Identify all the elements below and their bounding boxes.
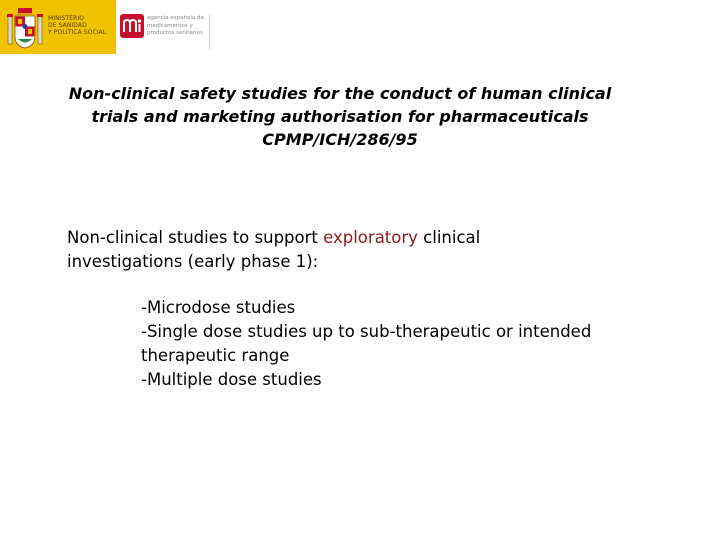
intro-line-2: investigations (early phase 1): [67,252,319,271]
list-item: -Multiple dose studies [141,370,322,389]
intro-paragraph [67,226,587,274]
intro-highlight: exploratory [323,228,418,247]
title-line-1: Non-clinical safety studies for the conduct of human clinical [68,84,612,103]
title-line-2: trials and marketing authorisation for pharmaceuticals [91,107,589,126]
slide-title [20,82,660,151]
header-divider [209,14,210,50]
ministry-logo-text: MINISTERIO DE SANIDAD Y POLÍTICA SOCIAL [48,15,107,36]
agency-logo-icon [120,14,144,38]
list-item: -Single dose studies up to sub-therapeutic or intended [141,322,592,341]
header [0,0,720,58]
intro-text-after: clinical [417,228,481,247]
ministry-logo [0,0,116,54]
agency-logo-text: agencia española de medicamentos y productos sanitarios [147,15,204,36]
intro-line-1 [67,226,587,250]
agency-logo [120,14,212,50]
title-line-3: CPMP/ICH/286/95 [262,130,418,149]
list-item: therapeutic range [141,346,290,365]
study-list [141,296,701,392]
intro-text-before: Non-clinical studies to support [67,228,324,247]
list-item: -Microdose studies [141,298,296,317]
coat-of-arms-icon [6,6,44,50]
